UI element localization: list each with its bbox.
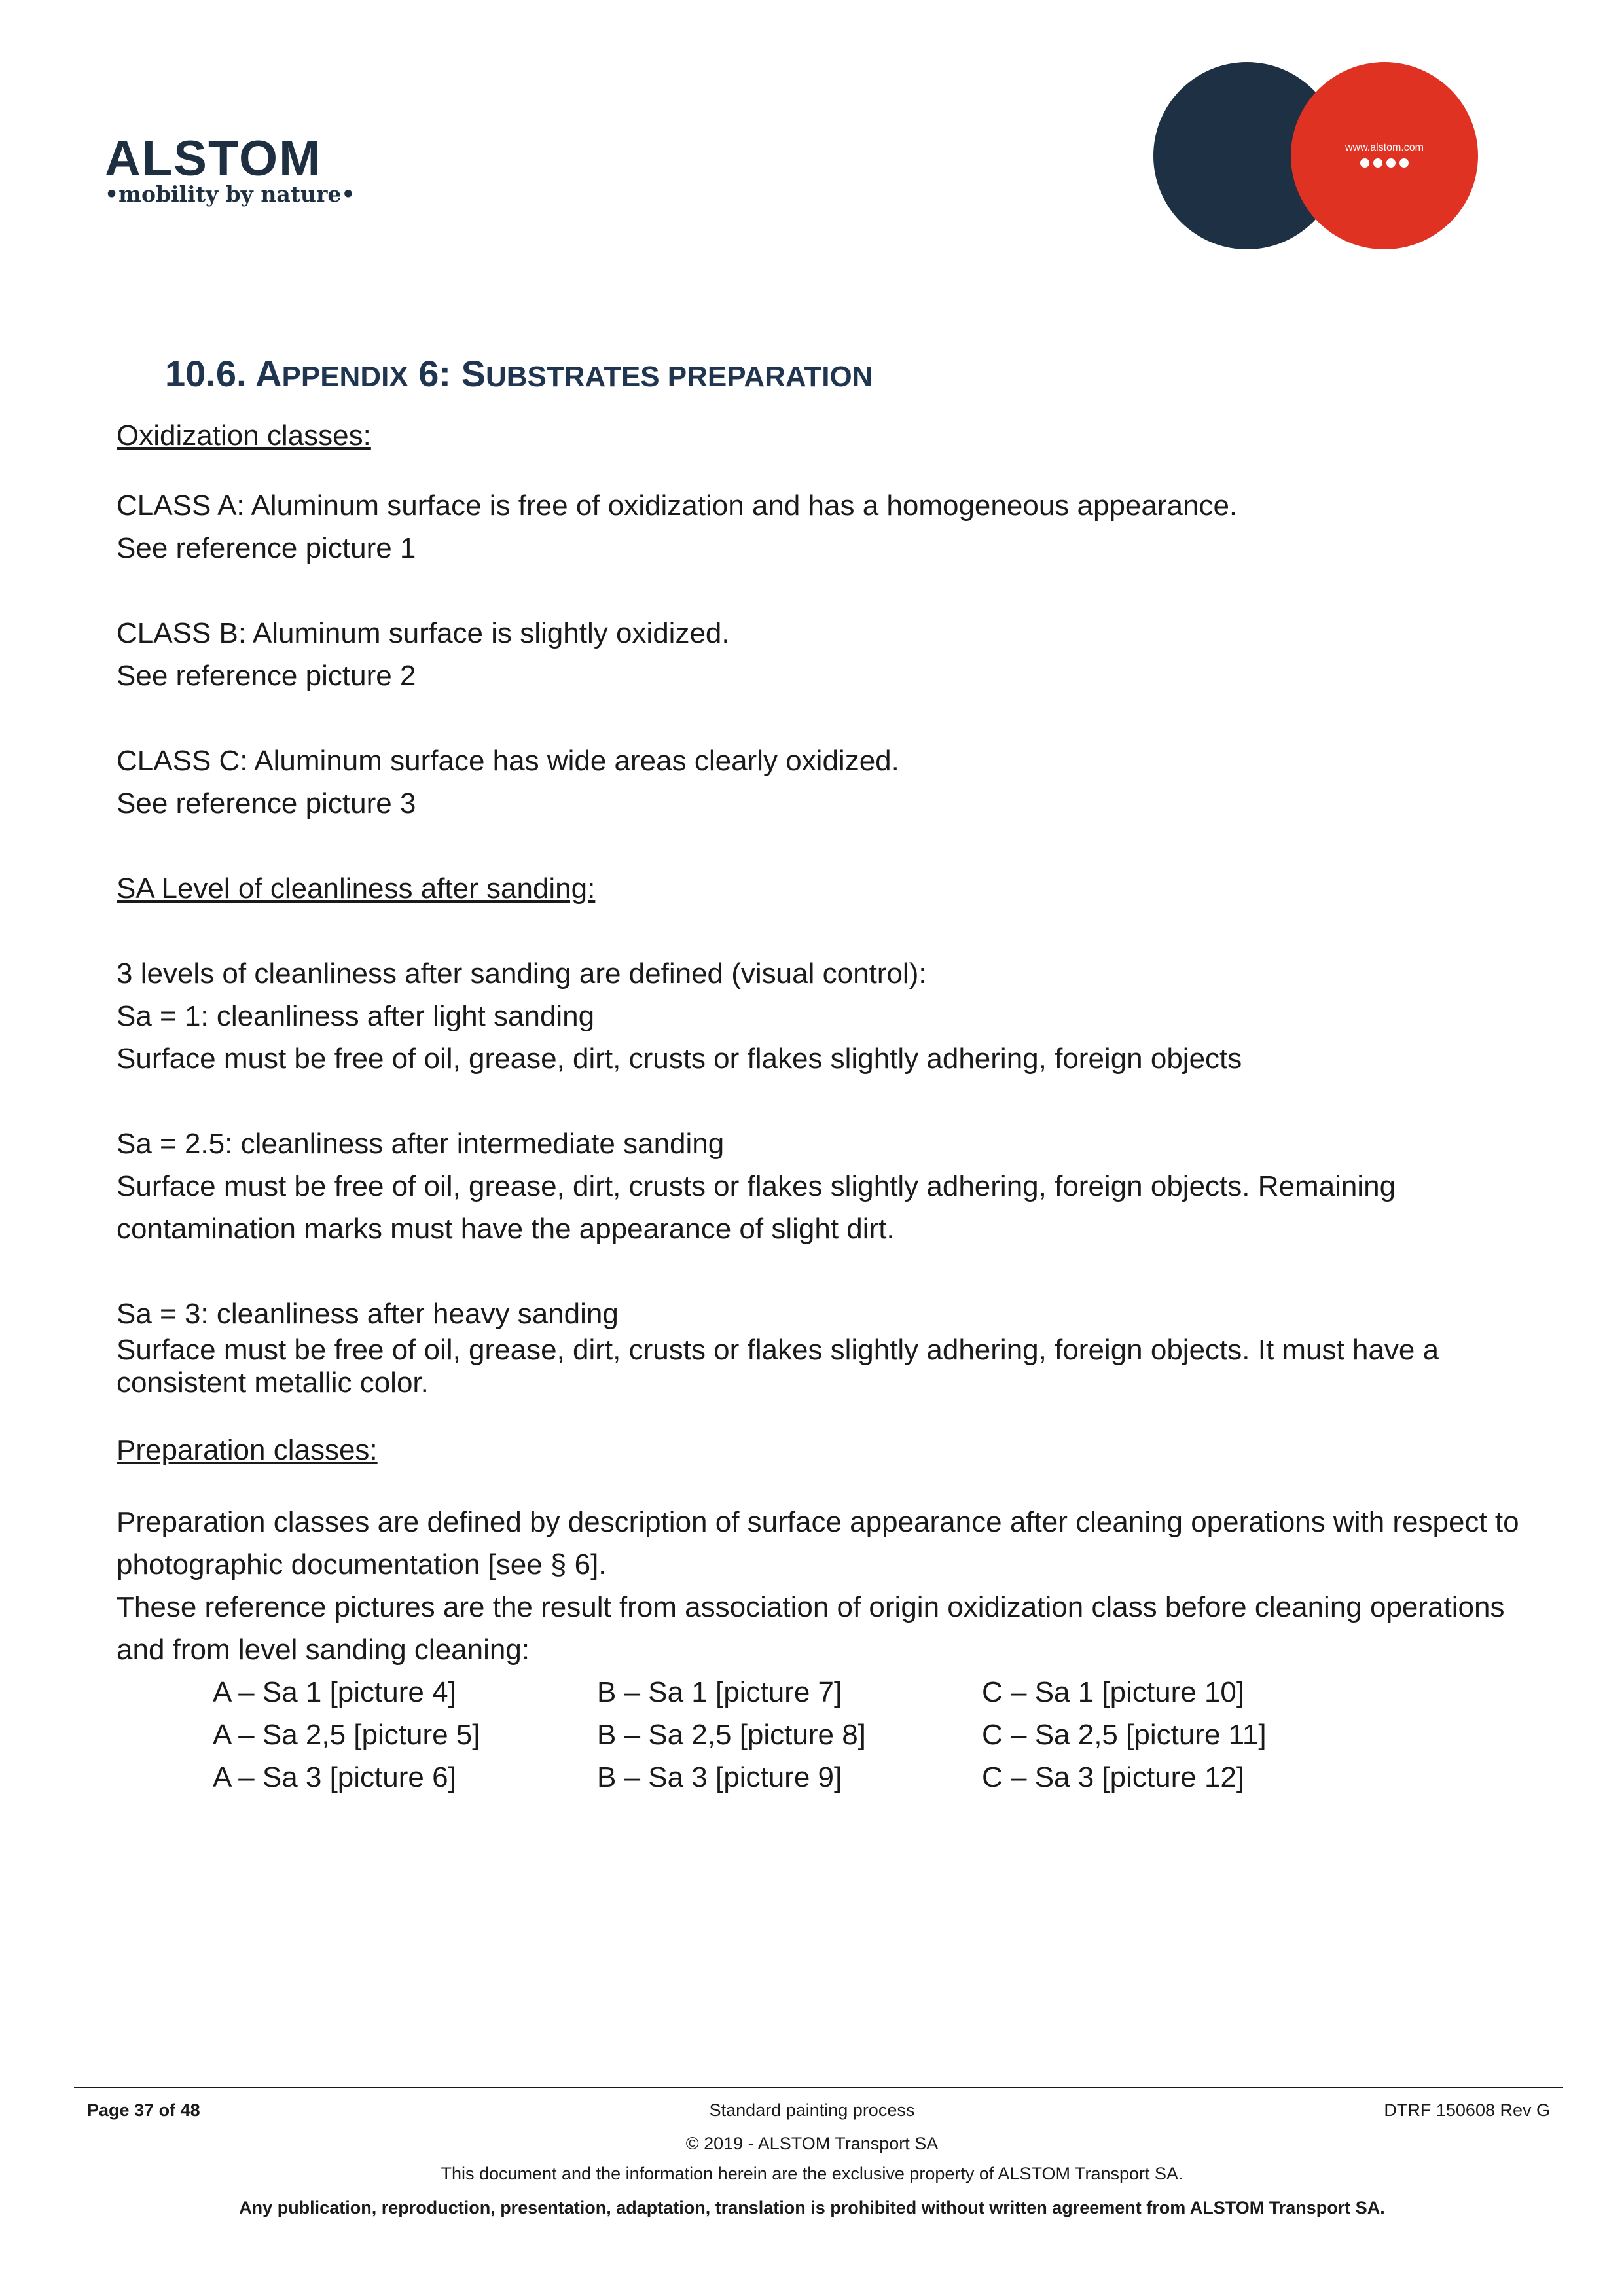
class-a-ref: See reference picture 1: [117, 532, 416, 564]
footer-property: This document and the information herein are the exclusive property of ALSTOM Transport SA.: [441, 2164, 1183, 2183]
sanding-intro: 3 levels of cleanliness after sanding are defined (visual control):: [117, 958, 927, 990]
preparation-heading: Preparation classes:: [117, 1434, 378, 1466]
class-c-text: CLASS C: Aluminum surface has wide areas clearly oxidized.: [117, 745, 899, 777]
grid-cell-a-sa3: A – Sa 3 [picture 6]: [213, 1761, 456, 1793]
preparation-p2-line1: These reference pictures are the result from association of origin oxidization class before cleaning operations: [117, 1591, 1505, 1623]
brand-circle-red: [1291, 62, 1478, 249]
sa1-desc: Surface must be free of oil, grease, dirt, crusts or flakes slightly adhering, foreign objects: [117, 1043, 1242, 1075]
grid-cell-c-sa1: C – Sa 1 [picture 10]: [982, 1676, 1245, 1708]
footer-copyright: © 2019 - ALSTOM Transport SA: [685, 2134, 939, 2153]
sa25-desc-line2: contamination marks must have the appearance of slight dirt.: [117, 1213, 895, 1245]
preparation-p2-line2: and from level sanding cleaning:: [117, 1634, 530, 1666]
grid-cell-b-sa3: B – Sa 3 [picture 9]: [597, 1761, 842, 1793]
preparation-p1-line1: Preparation classes are defined by description of surface appearance after cleaning operations with respect to: [117, 1506, 1519, 1538]
section-number: 10.6.: [165, 353, 247, 394]
sa3-desc-line1: Surface must be free of oil, grease, dirt, crusts or flakes slightly adhering, foreign objects. It must have a: [117, 1334, 1439, 1366]
class-b-text: CLASS B: Aluminum surface is slightly oxidized.: [117, 617, 730, 649]
alstom-logo-tagline: [105, 183, 355, 205]
tagline-text: mobility by nature: [118, 181, 342, 207]
class-b-ref: See reference picture 2: [117, 660, 416, 692]
sanding-heading: SA Level of cleanliness after sanding:: [117, 872, 596, 905]
footer-page-number: Page 37 of 48: [87, 2100, 200, 2120]
alstom-logo-wordmark: ALSTOM: [105, 131, 322, 187]
footer-doc-title: Standard painting process: [709, 2100, 915, 2120]
footer-doc-ref: DTRF 150608 Rev G: [1384, 2100, 1550, 2120]
instagram-icon: [1386, 158, 1396, 168]
social-icons: [1355, 158, 1414, 171]
footer-prohibition: Any publication, reproduction, presentation, adaptation, translation is prohibited without written agreement from ALSTOM Transport SA.: [239, 2198, 1385, 2217]
grid-cell-a-sa25: A – Sa 2,5 [picture 5]: [213, 1719, 480, 1751]
footer-rule: [74, 2087, 1563, 2088]
sa1-title: Sa = 1: cleanliness after light sanding: [117, 1000, 595, 1032]
sa25-desc-line1: Surface must be free of oil, grease, dirt, crusts or flakes slightly adhering, foreign objects. Remaining: [117, 1170, 1396, 1202]
sa3-desc-line2: consistent metallic color.: [117, 1367, 429, 1399]
class-c-ref: See reference picture 3: [117, 787, 416, 819]
linkedin-icon: [1399, 158, 1409, 168]
facebook-icon: [1360, 158, 1369, 168]
section-heading: [165, 353, 873, 394]
section-title-part-b: 6:: [418, 353, 452, 394]
sa3-title: Sa = 3: cleanliness after heavy sanding: [117, 1298, 619, 1330]
tagline-dot-left: •: [105, 181, 119, 207]
section-title-part-a: APPENDIX: [255, 353, 408, 394]
section-title-part-c: SUBSTRATES PREPARATION: [461, 353, 873, 394]
class-a-text: CLASS A: Aluminum surface is free of oxidization and has a homogeneous appearance.: [117, 490, 1238, 522]
sa25-title: Sa = 2.5: cleanliness after intermediate sanding: [117, 1128, 725, 1160]
site-url: www.alstom.com: [1344, 142, 1424, 153]
oxidization-heading: Oxidization classes:: [117, 420, 371, 452]
preparation-p1-line2: photographic documentation [see § 6].: [117, 1549, 607, 1581]
tagline-dot-right: •: [341, 181, 355, 207]
grid-cell-c-sa25: C – Sa 2,5 [picture 11]: [982, 1719, 1267, 1751]
grid-cell-b-sa25: B – Sa 2,5 [picture 8]: [597, 1719, 866, 1751]
grid-cell-b-sa1: B – Sa 1 [picture 7]: [597, 1676, 842, 1708]
grid-cell-a-sa1: A – Sa 1 [picture 4]: [213, 1676, 456, 1708]
twitter-icon: [1373, 158, 1382, 168]
grid-cell-c-sa3: C – Sa 3 [picture 12]: [982, 1761, 1245, 1793]
